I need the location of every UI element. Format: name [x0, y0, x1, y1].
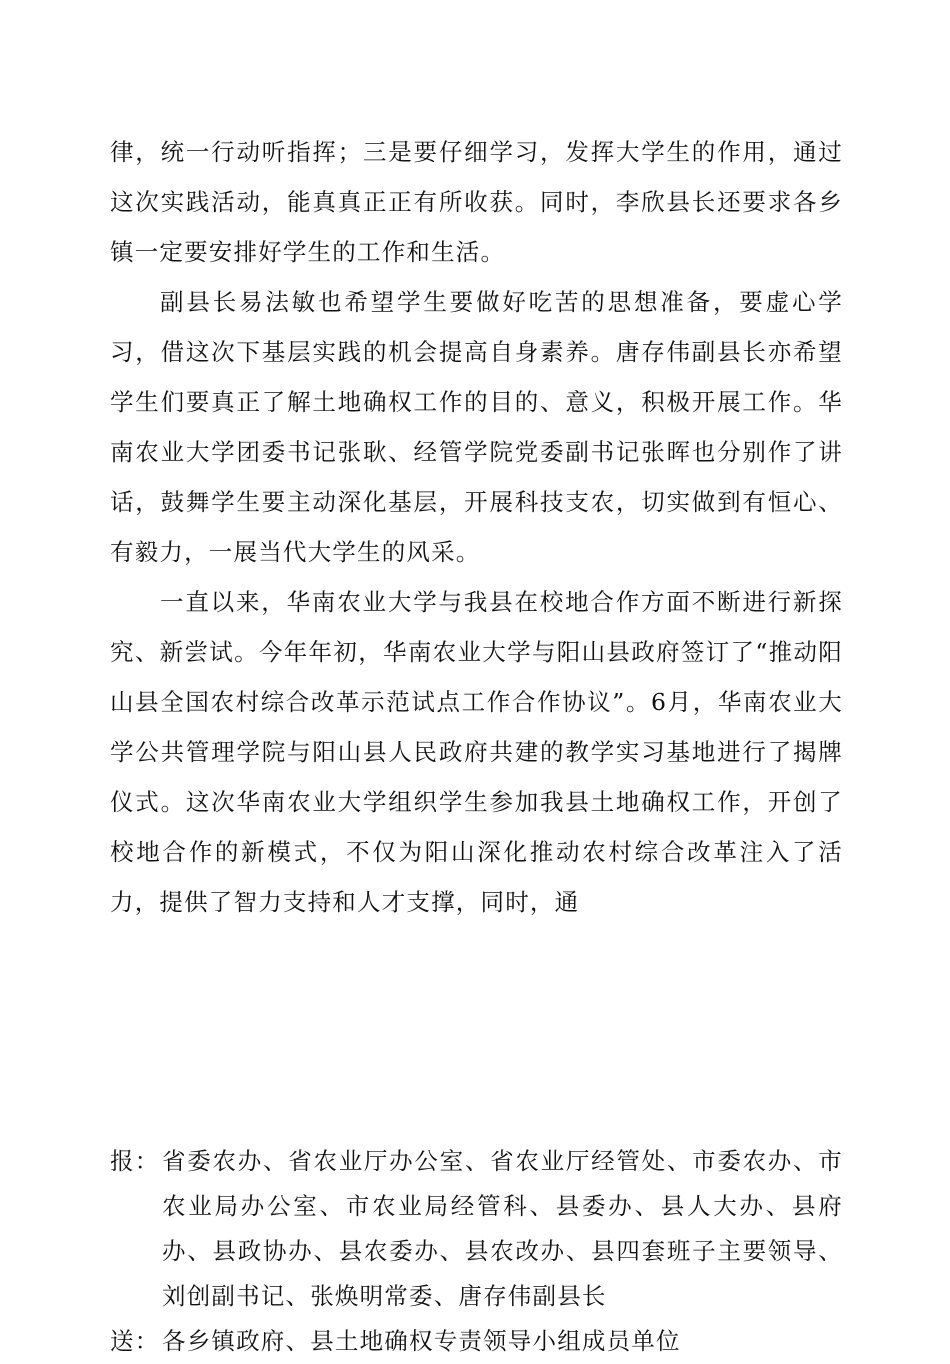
paragraph-vice-magistrate-remarks: 副县长易法敏也希望学生要做好吃苦的思想准备，要虚心学习，借这次下基层实践的机会提高自身素养。唐存伟副县长亦希望学生们要真正了解土地确权工作的目的、意义，积极开展工作。华南农业大学团委书记张耿、经管学院党委副书记张晖也分别作了讲话，鼓舞学生要主动深化基层，开展科技支农，切实做到有恒心、有毅力，一展当代大学生的风采。 — [110, 288, 843, 566]
paragraph-continuation: 律，统一行动听指挥；三是要仔细学习，发挥大学生的作用，通过这次实践活动，能真真正正有所收获。同时，李欣县长还要求各乡镇一定要安排好学生的工作和生活。 — [110, 138, 843, 266]
send-to-label: 送： — [110, 1327, 160, 1355]
distribution-list — [110, 1139, 843, 1364]
report-to-recipients: 省委农办、省农业厅办公室、省农业厅经管处、市委农办、市农业局办公室、市农业局经管科、县委办、县人大办、县府办、县政协办、县农委办、县农改办、县四套班子主要领导、刘创副书记、张焕明常委、唐存伟副县长 — [162, 1147, 843, 1310]
send-to-recipients: 各乡镇政府、县土地确权专责领导小组成员单位 — [162, 1327, 681, 1355]
report-to-row — [110, 1139, 843, 1319]
document-body — [110, 127, 843, 927]
report-to-label: 报： — [110, 1147, 160, 1175]
paragraph-school-local-cooperation: 一直以来，华南农业大学与我县在校地合作方面不断进行新探究、新尝试。今年年初，华南农业大学与阳山县政府签订了“推动阳山县全国农村综合改革示范试点工作合作协议”。6月，华南农业大学公共管理学院与阳山县人民政府共建的教学实习基地进行了揭牌仪式。这次华南农业大学组织学生参加我县土地确权工作，开创了校地合作的新模式，不仅为阳山深化推动农村综合改革注入了活力，提供了智力支持和人才支撑，同时，通 — [110, 588, 843, 916]
send-to-row — [110, 1319, 843, 1364]
